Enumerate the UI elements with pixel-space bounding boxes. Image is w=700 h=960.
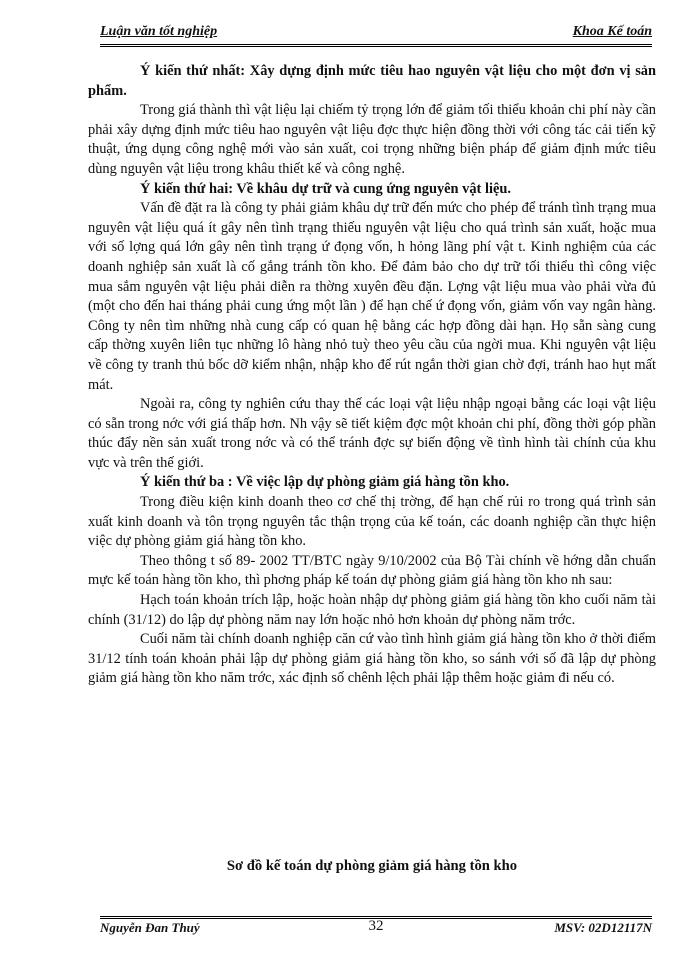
footer-author: Nguyễn Đan Thuỷ [100,920,200,935]
paragraph: Vấn đề đặt ra là công ty phải giảm khâu dự trữ đến mức cho phép để tránh tình trạng mua nguyên vật liệu quá ít gây nên tình trạng thiếu nguyên vật liệu cho quá trình sản xuất, hoặc mua với số lợng quá lớn gây nên tình trạng ứ đọng vốn, h hỏng lãng phí vật t. Kinh nghiệm của các doanh nghiệp sản xuất là cố gắng tránh tồn kho. Để đảm bảo cho dự trữ tối thiểu thì công việc mua sắm nguyên vật liệu phải diễn ra thờng xuyên đều đặn. Lợng vật liệu mua vào phải vừa đủ (một cho đến hai tháng phải cung ứng một lần ) để hạn chế ứ đọng vốn, giảm vốn vay ngân hàng. Công ty nên tìm những nhà cung cấp có quan hệ bằng các hợp đồng dài hạn. Họ sẵn sàng cung cấp thờng xuyên liên tục những lô hàng nhỏ tuỳ theo yêu cầu của ngời mua. Khi nguyên vật liệu về công ty tranh thủ bốc dỡ kiểm nhận, nhập kho để rút ngắn thời gian chờ đợi, tránh hao hụt mất mát. [88,200,656,393]
section-heading: Ý kiến thứ hai: Về khâu dự trữ và cung ứng nguyên vật liệu. [140,180,511,197]
header-thesis-label: Luận văn tốt nghiệp [100,24,218,39]
header-department: Khoa Kế toán [572,24,652,39]
page-number: 32 [368,918,384,934]
page-header [100,24,652,47]
paragraph: Trong điều kiện kinh doanh theo cơ chế thị trờng, để hạn chế rủi ro trong quá trình sản xuất kinh doanh và tôn trọng nguyên tắc thận trọng của kế toán, các doanh nghiệp cần thực hiện việc dự phòng giảm giá hàng tồn kho. [88,494,656,550]
paragraph: Theo thông t số 89- 2002 TT/BTC ngày 9/10/2002 của Bộ Tài chính về hớng dẫn chuẩn mực kế toán hàng tồn kho, thì phơng pháp kế toán dự phòng giảm giá hàng tồn kho nh sau: [88,552,656,589]
document-body [88,62,656,689]
paragraph: Ngoài ra, công ty nghiên cứu thay thế các loại vật liệu nhập ngoại bằng các loại vật liệu có sẵn trong nớc với giá thấp hơn. Nh vậy sẽ tiết kiệm đợc một khoản chi phí, đồng thời góp phần thúc đẩy nền sản xuất trong nớc và có thể tránh đợc sự biến động về tình hình tài chính của khu vực và trên thế giới. [88,396,656,471]
paragraph: Trong giá thành thì vật liệu lại chiếm tỷ trọng lớn để giảm tối thiểu khoản chi phí này cần phải xây dựng định mức tiêu hao nguyên vật liệu đợc thực hiện đồng thời với công tác cải tiến kỹ thuật, ứng dụng công nghệ mới vào sản xuất, coi trọng những biện pháp để giảm định mức tiêu dùng nguyên vật liệu trong khâu thiết kế và công nghệ. [88,102,656,177]
paragraph: Hạch toán khoản trích lập, hoặc hoàn nhập dự phòng giảm giá hàng tồn kho cuối năm tài chính (31/12) do lập dự phòng năm nay lớn hoặc nhỏ hơn khoản dự phòng năm trớc. [88,592,656,628]
footer-student-code: MSV: 02D12117N [554,920,652,935]
section-heading: Ý kiến thứ nhất: Xây dựng định mức tiêu hao nguyên vật liệu cho một đơn vị sản phẩm. [88,63,657,99]
section-heading: Ý kiến thứ ba : Về việc lập dự phòng giảm giá hàng tồn kho. [140,474,510,491]
diagram-title: Sơ đồ kế toán dự phòng giảm giá hàng tồn kho [226,858,518,874]
page-footer [100,916,652,941]
paragraph: Cuối năm tài chính doanh nghiệp căn cứ vào tình hình giảm giá hàng tồn kho ở thời điểm 31/12 tính toán khoản phải lập dự phòng giảm giá hàng tồn kho, so sánh với số đã lập dự phòng giảm giá hàng tồn kho năm trớc, xác định số chênh lệch phải lập thêm hoặc giảm đi nếu có. [88,631,656,687]
